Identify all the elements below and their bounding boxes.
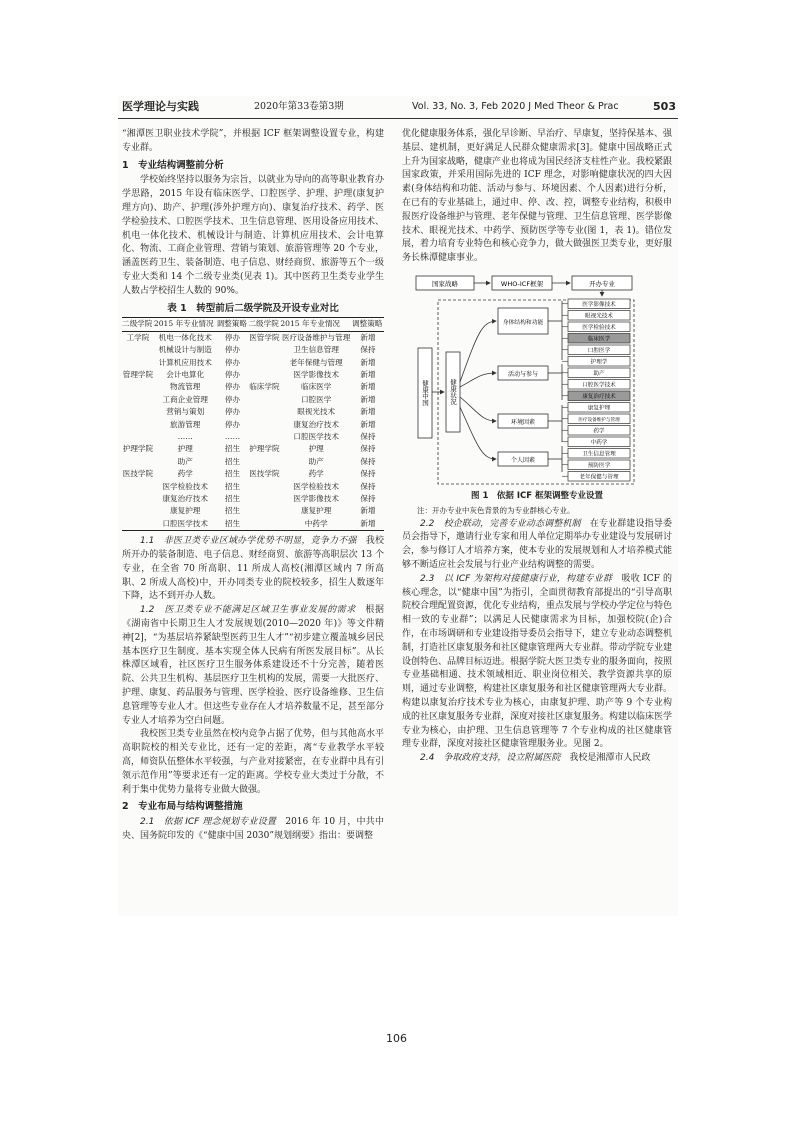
major-label: 医学影像技术 [582,302,616,309]
table-cell: 康复护理 [300,506,332,516]
table-cell: 工学院 [126,332,150,342]
table-cell [248,394,280,406]
label-health-china: 健康中国 [421,379,429,406]
table-cell [248,481,280,493]
table-1-caption: 表 1 转型前后二级学院及开设专业对比 [167,302,339,314]
table-cell: 护理 [177,444,193,454]
major-label: 医学检验技术 [582,325,616,332]
table-cell: 助产 [177,456,193,466]
table-cell [122,357,154,369]
table-cell: 停办 [224,407,241,417]
table-row [122,431,384,443]
label-national-strategy: 国家战略 [432,279,458,288]
table-cell: 招生 [224,444,241,454]
table-header-cell: 2015 年专业情况 [154,318,217,331]
table-cell: 药学 [177,469,193,479]
table-cell: 口腔医学技术 [293,432,339,442]
right-column [402,128,672,766]
table-1 [122,317,384,531]
table-header-row [122,318,384,331]
major-label: 临床医学 [587,336,611,343]
table-cell: 保持 [360,456,376,466]
para-2-4-body: 我校是湘潭市人民政 [569,753,651,764]
table-header-cell: 2015 年专业情况 [280,318,352,331]
table-cell: 卫生信息管理 [293,345,339,355]
major-label: 医疗设备维护与管理 [578,418,620,424]
journal-page-number: 503 [653,100,676,113]
section-2-heading: 2 专业布局与结构调整措施 [122,801,243,813]
table-cell: 口腔医学 [300,394,332,404]
table-cell: …… [177,432,193,442]
table-cell: 新增 [360,506,376,516]
table-header-cell: 调整策略 [217,318,249,331]
table-cell: 工商企业管理 [162,394,208,404]
table-cell: 临床学院 [249,382,280,392]
figure-1-note: 注：开办专业中灰色背景的为专业群核心专业。 [417,505,575,515]
table-cell: 护理学院 [122,444,154,454]
para-2-4 [402,752,672,766]
table-cell: 招生 [224,506,241,516]
table-cell: 医学影像技术 [293,369,339,379]
table-row [122,518,384,531]
left-column [122,128,384,844]
table-cell [248,369,280,381]
table-cell [248,493,280,505]
table-cell: 新增 [360,382,376,392]
journal-page [118,96,678,916]
table-row [122,394,384,406]
table-cell: 医疗设备维护与管理 [282,332,351,342]
issue-cn: 2020年第33卷第3期 [254,101,344,112]
table-cell: 旅游管理 [170,419,201,429]
subheading-2-4: 2.4 争取政府支持，设立附属医院 [420,753,561,764]
table-cell [122,493,154,505]
table-cell [248,505,280,517]
table-cell: 助产 [308,456,324,466]
table-cell: 药学 [308,469,324,479]
table-row [122,456,384,468]
table-row [122,481,384,493]
major-label: 康复治疗技术 [582,394,616,401]
table-cell: 停办 [224,382,241,392]
label-factor-activity: 活动与参与 [507,370,539,378]
table-cell [122,431,154,443]
table-cell: 医管学院 [249,332,280,342]
label-factor-body: 身体结构和功能 [502,319,544,326]
majors-list [562,299,630,481]
table-header-cell: 调整策略 [352,318,384,331]
table-cell: 眼视光技术 [297,407,336,417]
table-cell: 机电一体化技术 [158,332,212,342]
table-cell: 管理学院 [122,369,154,379]
para-intro: “湘潭医卫职业技术学院”，并根据 ICF 框架调整设置专业，构建专业群。 [122,129,384,153]
table-cell: 护理学院 [249,444,280,454]
table-cell [122,518,154,531]
table-cell: 新增 [360,369,376,379]
table-row [122,419,384,431]
para-1-1-body: 我校所开办的装备制造、电子信息、财经商贸、旅游等高职层次 13 个专业，在全省 70 所高职、11 所成人高校(湘潭区域内 7 所高职、2 所成人高校)中，开办同类专业的院校较多，招生人数逐年下降，达不到开办人数。 [122,536,384,602]
major-label: 药学 [593,428,605,435]
para-2-1 [122,816,384,844]
para-1-1 [122,535,384,604]
table-cell [248,518,280,531]
table-cell: 新增 [360,332,376,342]
table-cell [248,344,280,356]
table-cell [248,431,280,443]
label-open-majors: 开办专业 [589,279,615,288]
table-cell: 临床医学 [300,382,332,392]
running-header [118,96,678,119]
table-cell: 医技学院 [122,469,154,479]
para-2-1-body: 2016 年 10 月，中共中央、国务院印发的《“健康中国 2030”规划纲要》指出：要调整 [122,817,384,841]
table-cell: 保持 [360,469,376,479]
table-header-cell: 二级学院 [122,318,154,331]
table-cell: 新增 [360,419,376,429]
table-cell: 医学影像技术 [293,494,339,504]
scan-page-number: 106 [386,1032,407,1045]
table-cell: 康复护理 [170,506,201,516]
table-cell: 招生 [224,494,241,504]
table-cell: 招生 [224,481,241,491]
major-label: 眼视光技术 [585,313,613,320]
major-label: 口腔医学技术 [582,382,616,389]
table-cell: 老年保健与管理 [289,357,343,367]
table-cell [122,344,154,356]
table-cell [122,456,154,468]
table-cell [248,406,280,418]
table-cell: 停办 [224,345,241,355]
subheading-1-2: 1.2 医卫类专业不能满足区域卫生事业发展的需求 [140,605,356,616]
table-cell [248,357,280,369]
table-cell: 医学检验技术 [293,481,339,491]
table-cell: 医技学院 [249,469,280,479]
table-row [122,344,384,356]
label-factor-environment: 环境因素 [510,418,536,426]
para-2-3-body: 吸收 ICF 的核心理念，以“健康中国”为指引，全面贯彻教育部提出的“引导高职院校合理配置资源，优化专业结构，重点发展与学校办学定位与特色相一致的专业群”；以满足人民健康需求为目标，加强校院(企)合作，在市场调研和专业建设指导委员会指导下，建立专业动态调整机制，打造社区康复服务和社区健康管理两大专业群。带动学院专业建设创特色、品牌目标迈进。根据学院大医卫类专业的服务面向，按照专业基础相通、技术领域相近、职业岗位相关、教学资源共享的原则，通过专业调整，构建社区康复服务和社区健康管理两大专业群。构建以康复治疗技术专业为核心，由康复护理、助产等 9 个专业构成的社区康复服务专业群，深度对接社区康复服务。构建以临床医学专业为核心，由护理、卫生信息管理等 7 个专业构成的社区健康管理专业群，深度对接社区健康管理服务业。见图 2。 [402,573,673,750]
table-cell: 新增 [360,394,376,404]
major-label: 老年保健与管理 [579,474,619,481]
table-cell: 会计电算化 [166,369,205,379]
table-row [122,443,384,455]
table-cell: 停办 [224,357,241,367]
major-label: 中药学 [590,440,608,447]
table-cell [122,381,154,393]
table-cell: 新增 [352,518,384,531]
table-row [122,357,384,369]
table-cell: 机械设计与制造 [158,345,212,355]
label-who-icf: WHO-ICF框架 [500,279,544,288]
table-cell: 停办 [224,369,241,379]
issue-en: Vol. 33, No. 3, Feb 2020 J Med Theor & Prac [412,101,619,112]
table-cell: 招生 [217,518,249,531]
figure-1-caption: 图 1 依据 ICF 框架调整专业设置 [470,490,603,501]
major-label: 助产 [593,371,605,378]
table-cell [122,505,154,517]
table-cell: 康复治疗技术 [293,419,339,429]
table-body [122,331,384,531]
para-2-2 [402,518,672,573]
label-health-status: 健康状况 [449,378,457,405]
table-row [122,493,384,505]
table-cell: 保持 [360,494,376,504]
major-label: 预防医学 [587,463,611,470]
label-factor-personal: 个人因素 [510,456,536,464]
table-cell [122,406,154,418]
para-1-2-body: 根据《湖南省中长期卫生人才发展规划(2010—2020 年)》等文件精神[2]，“为基层培养紧缺型医药卫生人才”“初步建立覆盖城乡居民基本医疗卫生制度、基本实现全体人民病有所医发展目标”。从长株潭区域看，社区医疗卫生服务体系建设还不十分完善，随着医院、公共卫生机构、基层医疗卫生机构的发展，需要一大批医疗、护理、康复、药品服务与管理、医学检验、医疗设备维修、卫生信息管理等专业人才。但这些专业存在人才培养数量不足，甚至部分专业人才培养为空白问题。 [122,605,384,726]
table-cell [122,481,154,493]
major-label: 护理学 [590,359,608,366]
major-label: 康复护理 [587,405,611,412]
table-cell: …… [224,432,241,442]
table-cell: 新增 [360,407,376,417]
table-row [122,369,384,381]
para-1-2 [122,604,384,728]
table-cell: 新增 [360,357,376,367]
table-cell: 口腔医学技术 [154,518,217,531]
table-row [122,406,384,418]
table-cell: 计算机应用技术 [158,357,212,367]
subheading-2-3: 2.3 以 ICF 为架构对接健康行业，构建专业群 [420,573,613,584]
subheading-2-1: 2.1 依据 ICF 理念规划专业设置 [140,817,277,828]
table-header-cell: 二级学院 [248,318,280,331]
table-row [122,331,384,344]
para-right-1: 优化健康服务体系，强化早诊断、早治疗、早康复，坚持保基本、强基层、建机制，更好满足人民群众健康需求[3]。健康中国战略正式上升为国家战略，健康产业也将成为国民经济支柱性产业。我校紧跟国家政策，并采用国际先进的 ICF 理念，对影响健康状况的四大因素(身体结构和功能、活动与参与、环境因素、个人因素)进行分析，在已有的专业基础上，通过申、停、改、控，调整专业结构，积极申报医疗设备维护与管理、老年保健与管理、卫生信息管理、医学影像技术、眼视光技术、中药学、预防医学等专业(图 1，表 1)。错位发展，着力培育专业特色和核心竞争力，做大做强医卫类专业，更好服务长株潭健康事业。 [402,129,673,264]
table-cell [248,456,280,468]
table-cell: 中药学 [280,518,352,531]
table-cell: 停办 [224,332,241,342]
table-cell: 停办 [224,419,241,429]
table-cell: 物流管理 [170,382,201,392]
table-cell: 护理 [308,444,324,454]
subheading-2-2: 2.2 校企联动，完善专业动态调整机制 [420,518,581,529]
subheading-1-1: 1.1 非医卫类专业区域办学优势不明显，竞争力不强 [140,536,357,547]
figure-1 [402,272,672,488]
table-cell: 保持 [360,345,376,355]
section-1-heading: 1 专业结构调整前分析 [122,159,224,171]
table-row [122,381,384,393]
table-cell: 招生 [224,469,241,479]
figure-1-diagram [402,272,672,488]
table-cell [248,419,280,431]
table-cell: 医学检验技术 [162,481,208,491]
table-row [122,468,384,480]
major-label: 卫生信息管理 [582,451,616,458]
table-cell: 营销与策划 [166,407,205,417]
journal-logo: 医学理论与实践 [122,100,199,113]
table-cell: 康复治疗技术 [162,494,208,504]
para-1: 学校始终坚持以服务为宗旨，以就业为导向的高等职业教育办学思路，2015 年设有临床医学、口腔医学、护理、护理(康复护理方向)、助产、护理(涉外护理方向)、康复治疗技术、药学、医学检验技术、口腔医学技术、卫生信息管理、医用设备应用技术、机电一体化技术、机械设计与制造、计算机应用技术、会计电算化、物流、工商企业管理、营销与策划、旅游管理等 20 个专业，涵盖医药卫生、装备制造、电子信息、财经商贸、旅游等五个一级专业大类和 14 个二级专业类(见表 1)。其中医药卫生类专业学生人数占学校招生人数的 90%。 [122,175,384,296]
table-cell: 保持 [360,432,376,442]
table-cell: 招生 [224,456,241,466]
major-label: 口腔医学 [587,348,611,355]
para-2-2-body: 在专业群建设指导委员会指导下，邀请行业专家和用人单位定期举办专业建设与发展研讨会，参与修订人才培养方案，使本专业的发展规划和人才培养模式能够不断适应社会发展与行业产业结构调整的需要。 [402,518,673,570]
table-cell [122,394,154,406]
para-4: 我校医卫类专业虽然在校内竞争占据了优势，但与其他高水平高职院校的相关专业比，还有一定的差距，离“专业教学水平较高，师资队伍整体水平较强，与产业对接紧密，在专业群中具有引领示范作用”等要求还有一定的距离。学校专业大类过于分散，不利于集中优势力量将专业做大做强。 [122,729,384,795]
table-cell [122,419,154,431]
table-row [122,505,384,517]
para-2-3 [402,573,672,752]
table-cell: 保持 [360,444,376,454]
table-cell: 保持 [360,481,376,491]
table-cell: 停办 [224,394,241,404]
